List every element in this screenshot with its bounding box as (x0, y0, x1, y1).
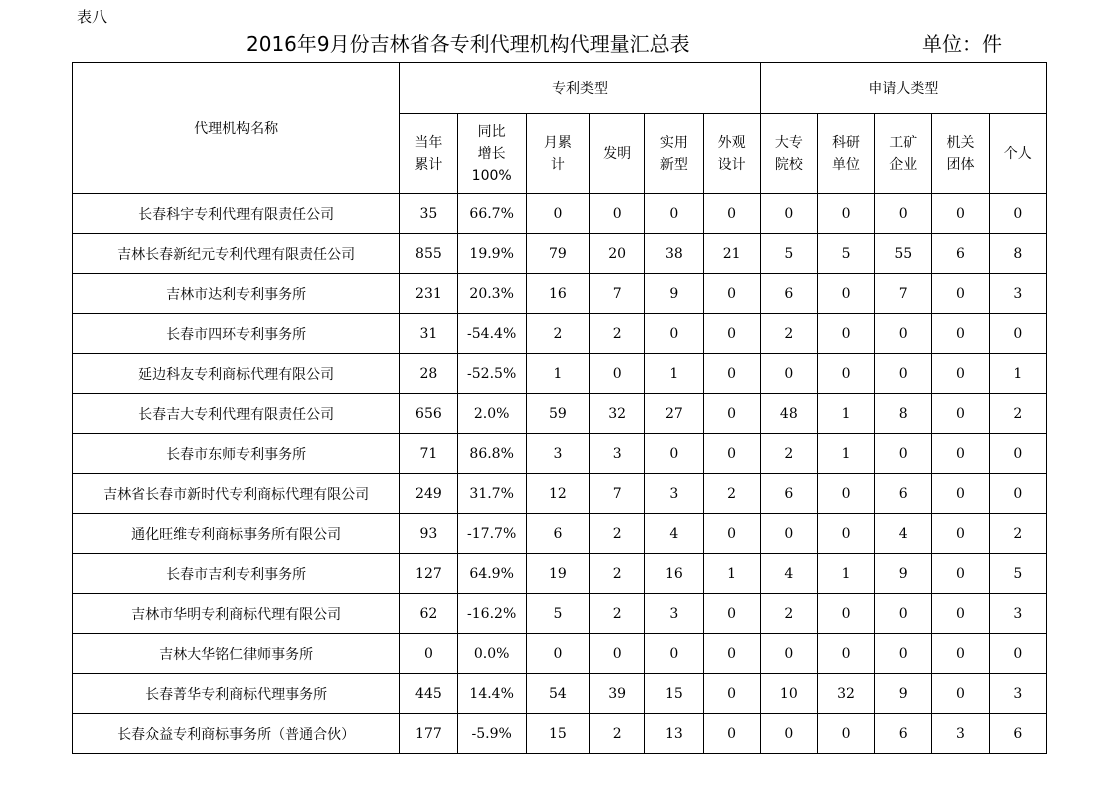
research-unit-cell: 0 (817, 354, 874, 394)
month-total-cell: 2 (526, 314, 589, 354)
utility-model-cell: 0 (645, 634, 703, 674)
university-cell: 0 (760, 194, 817, 234)
year-total-cell: 127 (400, 554, 457, 594)
table-row (73, 394, 1047, 434)
research-unit-cell: 0 (817, 514, 874, 554)
design-cell: 0 (703, 354, 760, 394)
document-title: 2016年9月份吉林省各专利代理机构代理量汇总表 (246, 32, 690, 56)
column-header-institution: 机关团体 (932, 114, 989, 194)
design-cell: 0 (703, 714, 760, 754)
individual-cell: 0 (989, 634, 1046, 674)
year-total-cell: 445 (400, 674, 457, 714)
enterprise-cell: 9 (875, 554, 932, 594)
table-row (73, 274, 1047, 314)
org-name-cell: 吉林大华铭仁律师事务所 (73, 634, 400, 674)
column-header-utility-model: 实用新型 (645, 114, 703, 194)
university-cell: 0 (760, 514, 817, 554)
enterprise-cell: 0 (875, 634, 932, 674)
individual-cell: 0 (989, 434, 1046, 474)
design-cell: 0 (703, 434, 760, 474)
enterprise-cell: 0 (875, 314, 932, 354)
year-total-cell: 35 (400, 194, 457, 234)
table-row (73, 634, 1047, 674)
org-name-header: 代理机构名称 (73, 63, 400, 194)
org-name-cell: 吉林市华明专利商标代理有限公司 (73, 594, 400, 634)
university-cell: 4 (760, 554, 817, 594)
utility-model-cell: 27 (645, 394, 703, 434)
university-cell: 10 (760, 674, 817, 714)
table-row (73, 554, 1047, 594)
invention-cell: 2 (590, 514, 645, 554)
enterprise-cell: 0 (875, 194, 932, 234)
invention-cell: 32 (590, 394, 645, 434)
enterprise-cell: 9 (875, 674, 932, 714)
column-header-individual: 个人 (989, 114, 1046, 194)
design-cell: 0 (703, 634, 760, 674)
university-cell: 48 (760, 394, 817, 434)
institution-cell: 0 (932, 594, 989, 634)
month-total-cell: 54 (526, 674, 589, 714)
utility-model-cell: 4 (645, 514, 703, 554)
table-row (73, 474, 1047, 514)
org-name-cell: 通化旺维专利商标事务所有限公司 (73, 514, 400, 554)
utility-model-cell: 1 (645, 354, 703, 394)
institution-cell: 3 (932, 714, 989, 754)
utility-model-cell: 16 (645, 554, 703, 594)
institution-cell: 0 (932, 394, 989, 434)
year-total-cell: 71 (400, 434, 457, 474)
individual-cell: 1 (989, 354, 1046, 394)
yoy-growth-cell: 66.7% (457, 194, 526, 234)
individual-cell: 8 (989, 234, 1046, 274)
yoy-growth-cell: 2.0% (457, 394, 526, 434)
utility-model-cell: 9 (645, 274, 703, 314)
org-name-cell: 吉林长春新纪元专利代理有限责任公司 (73, 234, 400, 274)
research-unit-cell: 1 (817, 554, 874, 594)
org-name-cell: 长春菁华专利商标代理事务所 (73, 674, 400, 714)
month-total-cell: 79 (526, 234, 589, 274)
design-cell: 0 (703, 674, 760, 714)
utility-model-cell: 15 (645, 674, 703, 714)
design-cell: 0 (703, 514, 760, 554)
research-unit-cell: 0 (817, 194, 874, 234)
column-header-yoy-growth: 同比增长100% (457, 114, 526, 194)
research-unit-cell: 1 (817, 434, 874, 474)
yoy-growth-cell: 86.8% (457, 434, 526, 474)
research-unit-cell: 0 (817, 634, 874, 674)
month-total-cell: 0 (526, 194, 589, 234)
utility-model-cell: 0 (645, 314, 703, 354)
individual-cell: 0 (989, 194, 1046, 234)
column-header-year-total: 当年累计 (400, 114, 457, 194)
university-cell: 6 (760, 474, 817, 514)
invention-cell: 39 (590, 674, 645, 714)
column-header-university: 大专院校 (760, 114, 817, 194)
institution-cell: 0 (932, 274, 989, 314)
year-total-cell: 31 (400, 314, 457, 354)
design-cell: 0 (703, 594, 760, 634)
utility-model-cell: 38 (645, 234, 703, 274)
year-total-cell: 855 (400, 234, 457, 274)
utility-model-cell: 13 (645, 714, 703, 754)
individual-cell: 2 (989, 394, 1046, 434)
institution-cell: 0 (932, 354, 989, 394)
individual-cell: 3 (989, 274, 1046, 314)
yoy-growth-cell: 64.9% (457, 554, 526, 594)
institution-cell: 0 (932, 474, 989, 514)
research-unit-cell: 0 (817, 274, 874, 314)
yoy-growth-cell: -54.4% (457, 314, 526, 354)
yoy-growth-cell: 0.0% (457, 634, 526, 674)
org-name-cell: 延边科友专利商标代理有限公司 (73, 354, 400, 394)
research-unit-cell: 32 (817, 674, 874, 714)
individual-cell: 2 (989, 514, 1046, 554)
year-total-cell: 93 (400, 514, 457, 554)
table-row (73, 594, 1047, 634)
table-row (73, 674, 1047, 714)
university-cell: 5 (760, 234, 817, 274)
org-name-cell: 长春吉大专利代理有限责任公司 (73, 394, 400, 434)
month-total-cell: 59 (526, 394, 589, 434)
enterprise-cell: 6 (875, 474, 932, 514)
institution-cell: 0 (932, 674, 989, 714)
institution-cell: 6 (932, 234, 989, 274)
table-row (73, 714, 1047, 754)
yoy-growth-cell: 19.9% (457, 234, 526, 274)
month-total-cell: 5 (526, 594, 589, 634)
month-total-cell: 0 (526, 634, 589, 674)
year-total-cell: 231 (400, 274, 457, 314)
org-name-cell: 长春科宇专利代理有限责任公司 (73, 194, 400, 234)
column-header-enterprise: 工矿企业 (875, 114, 932, 194)
institution-cell: 0 (932, 314, 989, 354)
yoy-growth-cell: 14.4% (457, 674, 526, 714)
individual-cell: 3 (989, 674, 1046, 714)
column-header-research-unit: 科研单位 (817, 114, 874, 194)
invention-cell: 20 (590, 234, 645, 274)
university-cell: 6 (760, 274, 817, 314)
month-total-cell: 19 (526, 554, 589, 594)
month-total-cell: 3 (526, 434, 589, 474)
invention-cell: 2 (590, 554, 645, 594)
research-unit-cell: 5 (817, 234, 874, 274)
design-cell: 0 (703, 274, 760, 314)
research-unit-cell: 0 (817, 594, 874, 634)
yoy-growth-cell: 31.7% (457, 474, 526, 514)
year-total-cell: 0 (400, 634, 457, 674)
design-cell: 0 (703, 394, 760, 434)
enterprise-cell: 7 (875, 274, 932, 314)
individual-cell: 6 (989, 714, 1046, 754)
research-unit-cell: 0 (817, 474, 874, 514)
invention-cell: 7 (590, 274, 645, 314)
table-number-label: 表八 (77, 8, 108, 26)
column-header-invention: 发明 (590, 114, 645, 194)
invention-cell: 7 (590, 474, 645, 514)
month-total-cell: 6 (526, 514, 589, 554)
university-cell: 2 (760, 314, 817, 354)
unit-label: 单位：件 (922, 32, 1002, 56)
year-total-cell: 28 (400, 354, 457, 394)
invention-cell: 0 (590, 194, 645, 234)
university-cell: 0 (760, 634, 817, 674)
yoy-growth-cell: -5.9% (457, 714, 526, 754)
institution-cell: 0 (932, 194, 989, 234)
enterprise-cell: 4 (875, 514, 932, 554)
enterprise-cell: 0 (875, 434, 932, 474)
individual-cell: 0 (989, 314, 1046, 354)
institution-cell: 0 (932, 514, 989, 554)
table-row (73, 234, 1047, 274)
org-name-cell: 长春市吉利专利事务所 (73, 554, 400, 594)
yoy-growth-cell: -52.5% (457, 354, 526, 394)
agency-summary-table (72, 62, 1047, 754)
column-header-design: 外观设计 (703, 114, 760, 194)
yoy-growth-cell: -17.7% (457, 514, 526, 554)
yoy-growth-cell: 20.3% (457, 274, 526, 314)
design-cell: 21 (703, 234, 760, 274)
enterprise-cell: 8 (875, 394, 932, 434)
design-cell: 2 (703, 474, 760, 514)
org-name-cell: 长春市东师专利事务所 (73, 434, 400, 474)
research-unit-cell: 0 (817, 314, 874, 354)
month-total-cell: 12 (526, 474, 589, 514)
research-unit-cell: 1 (817, 394, 874, 434)
university-cell: 0 (760, 714, 817, 754)
year-total-cell: 249 (400, 474, 457, 514)
design-cell: 0 (703, 194, 760, 234)
invention-cell: 3 (590, 434, 645, 474)
utility-model-cell: 0 (645, 194, 703, 234)
table-row (73, 314, 1047, 354)
org-name-cell: 吉林省长春市新时代专利商标代理有限公司 (73, 474, 400, 514)
design-cell: 1 (703, 554, 760, 594)
enterprise-cell: 0 (875, 594, 932, 634)
utility-model-cell: 3 (645, 474, 703, 514)
individual-cell: 5 (989, 554, 1046, 594)
enterprise-cell: 55 (875, 234, 932, 274)
invention-cell: 0 (590, 354, 645, 394)
utility-model-cell: 0 (645, 434, 703, 474)
year-total-cell: 177 (400, 714, 457, 754)
invention-cell: 2 (590, 594, 645, 634)
org-name-cell: 长春众益专利商标事务所（普通合伙） (73, 714, 400, 754)
institution-cell: 0 (932, 634, 989, 674)
org-name-cell: 吉林市达利专利事务所 (73, 274, 400, 314)
invention-cell: 2 (590, 714, 645, 754)
year-total-cell: 62 (400, 594, 457, 634)
month-total-cell: 15 (526, 714, 589, 754)
university-cell: 2 (760, 594, 817, 634)
utility-model-cell: 3 (645, 594, 703, 634)
individual-cell: 3 (989, 594, 1046, 634)
column-header-month-total: 月累计 (526, 114, 589, 194)
table-row (73, 434, 1047, 474)
patent-type-group-header: 专利类型 (400, 63, 760, 114)
enterprise-cell: 0 (875, 354, 932, 394)
research-unit-cell: 0 (817, 714, 874, 754)
enterprise-cell: 6 (875, 714, 932, 754)
org-name-cell: 长春市四环专利事务所 (73, 314, 400, 354)
month-total-cell: 1 (526, 354, 589, 394)
table-row (73, 514, 1047, 554)
individual-cell: 0 (989, 474, 1046, 514)
institution-cell: 0 (932, 434, 989, 474)
university-cell: 2 (760, 434, 817, 474)
university-cell: 0 (760, 354, 817, 394)
invention-cell: 2 (590, 314, 645, 354)
table-row (73, 354, 1047, 394)
yoy-growth-cell: -16.2% (457, 594, 526, 634)
applicant-type-group-header: 申请人类型 (760, 63, 1046, 114)
year-total-cell: 656 (400, 394, 457, 434)
table-row (73, 194, 1047, 234)
month-total-cell: 16 (526, 274, 589, 314)
design-cell: 0 (703, 314, 760, 354)
institution-cell: 0 (932, 554, 989, 594)
invention-cell: 0 (590, 634, 645, 674)
